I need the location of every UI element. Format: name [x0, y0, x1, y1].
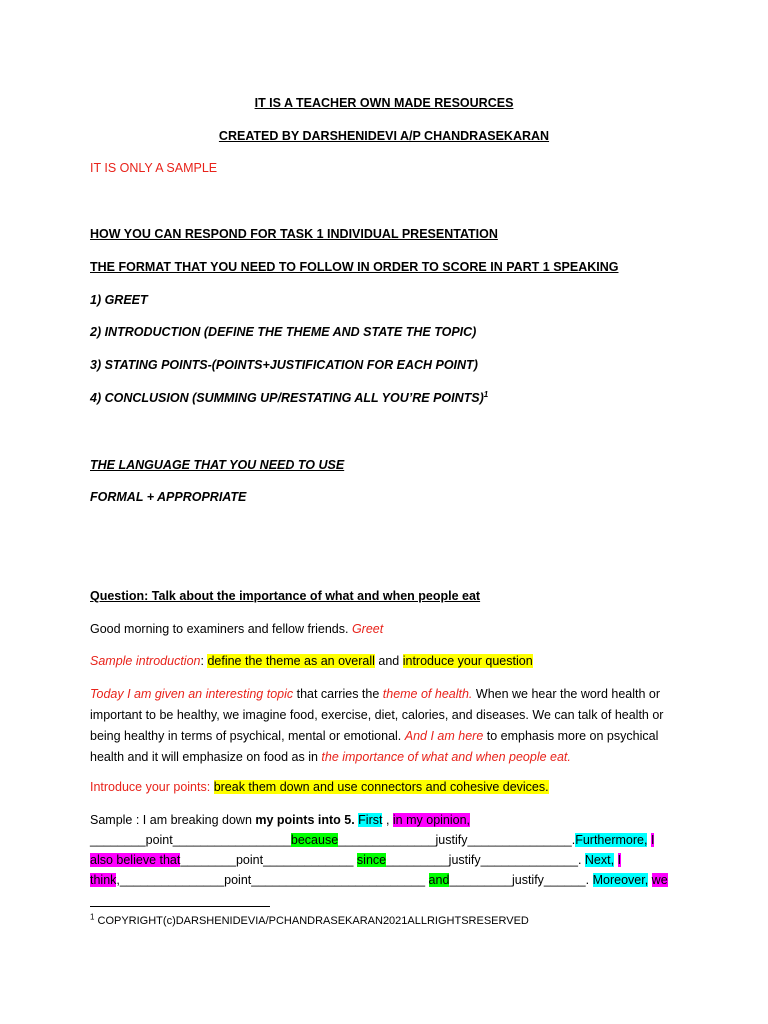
points-intro-label: Introduce your points:	[90, 780, 214, 794]
intro-theme-phrase: theme of health.	[382, 687, 473, 701]
intro-paragraph	[90, 684, 680, 768]
header-title: IT IS A TEACHER OWN MADE RESOURCES	[254, 96, 514, 110]
points-count: my points into 5.	[255, 813, 355, 827]
greet-text: Good morning to examiners and fellow friends.	[90, 622, 352, 636]
footnote-reference: 1	[483, 389, 489, 399]
greet-line	[90, 620, 383, 638]
footnote-separator	[90, 906, 270, 907]
sample-intro-colon: :	[200, 654, 208, 668]
task-heading: HOW YOU CAN RESPOND FOR TASK 1 INDIVIDUAL PRESENTATION	[90, 227, 498, 241]
comma: ,	[382, 813, 393, 827]
phrase-i-2: I	[617, 853, 622, 867]
footnote-text: COPYRIGHT(c)DARSHENIDEVIA/PCHANDRASEKARAN2021ALLRIGHTSRESERVED	[94, 915, 529, 927]
step-greet: 1) GREET	[90, 293, 148, 307]
phrase-in-my-opinion: in my opinion,	[392, 813, 471, 827]
connector-first: First	[358, 813, 383, 827]
points-intro-line	[90, 778, 549, 796]
step-conclusion-text: 4) CONCLUSION (SUMMING UP/RESTATING ALL YOU’RE POINTS)	[90, 391, 484, 405]
intro-text-3: to emphasis more on psychical health and it will emphasize on food as in	[90, 729, 659, 764]
phrase-we: we	[651, 873, 668, 887]
format-heading: THE FORMAT THAT YOU NEED TO FOLLOW IN ORDER TO SCORE IN PART 1 SPEAKING	[90, 260, 619, 274]
blank-point-3: ,_______________point_________________________	[116, 873, 429, 887]
intro-here-phrase: And I am here	[404, 729, 484, 743]
sample-points-paragraph	[90, 810, 680, 890]
connector-moreover: Moreover,	[592, 873, 649, 887]
language-value: FORMAL + APPROPRIATE	[90, 490, 247, 504]
introduce-question-highlight: introduce your question	[402, 654, 533, 668]
footnote-mark: 1	[90, 912, 95, 922]
greet-tag: Greet	[351, 622, 384, 636]
intro-text-2: When we hear the word health or important to be healthy, we imagine food, exercise, diet, calories, and diseases. We can talk of health or being healthy in terms of psychical, mental or emotional.	[90, 687, 664, 743]
step-conclusion	[90, 389, 488, 407]
sample-note: IT IS ONLY A SAMPLE	[90, 161, 218, 175]
connector-because: because	[290, 833, 339, 847]
step-stating-points: 3) STATING POINTS-(POINTS+JUSTIFICATION FOR EACH POINT)	[90, 358, 478, 372]
blank-justify-2: _________justify______________.	[386, 853, 585, 867]
step-introduction: 2) INTRODUCTION (DEFINE THE THEME AND STATE THE TOPIC)	[90, 325, 477, 339]
phrase-think: think	[90, 873, 117, 887]
connector-and: and	[428, 873, 450, 887]
sample-intro-label: Sample introduction	[90, 654, 201, 668]
header-author: CREATED BY DARSHENIDEVI A/P CHANDRASEKARAN	[218, 129, 550, 143]
sample-intro-line	[90, 652, 533, 670]
points-intro-highlight: break them down and use connectors and cohesive devices.	[213, 780, 549, 794]
language-heading: THE LANGUAGE THAT YOU NEED TO USE	[90, 458, 345, 472]
connector-furthermore: Furthermore,	[575, 833, 648, 847]
blank-justify-1: ______________justify_______________.	[338, 833, 576, 847]
blank-point-1: ________point_________________	[90, 833, 291, 847]
blank-justify-3: _________justify______.	[449, 873, 593, 887]
intro-question-phrase: the importance of what and when people eat.	[321, 750, 571, 764]
define-theme-highlight: define the theme as an overall	[207, 654, 375, 668]
connector-next: Next,	[584, 853, 615, 867]
phrase-also-believe: also believe that	[90, 853, 181, 867]
intro-topic-phrase: Today I am given an interesting topic	[90, 687, 294, 701]
phrase-i: I	[650, 833, 655, 847]
question-text: Question: Talk about the importance of what and when people eat	[90, 589, 481, 603]
footnote	[90, 912, 529, 927]
connector-since: since	[356, 853, 387, 867]
sample-points-lead: Sample : I am breaking down	[90, 813, 256, 827]
intro-text-1: that carries the	[293, 687, 383, 701]
blank-point-2: ________point_____________	[180, 853, 357, 867]
sample-intro-and: and	[374, 654, 403, 668]
